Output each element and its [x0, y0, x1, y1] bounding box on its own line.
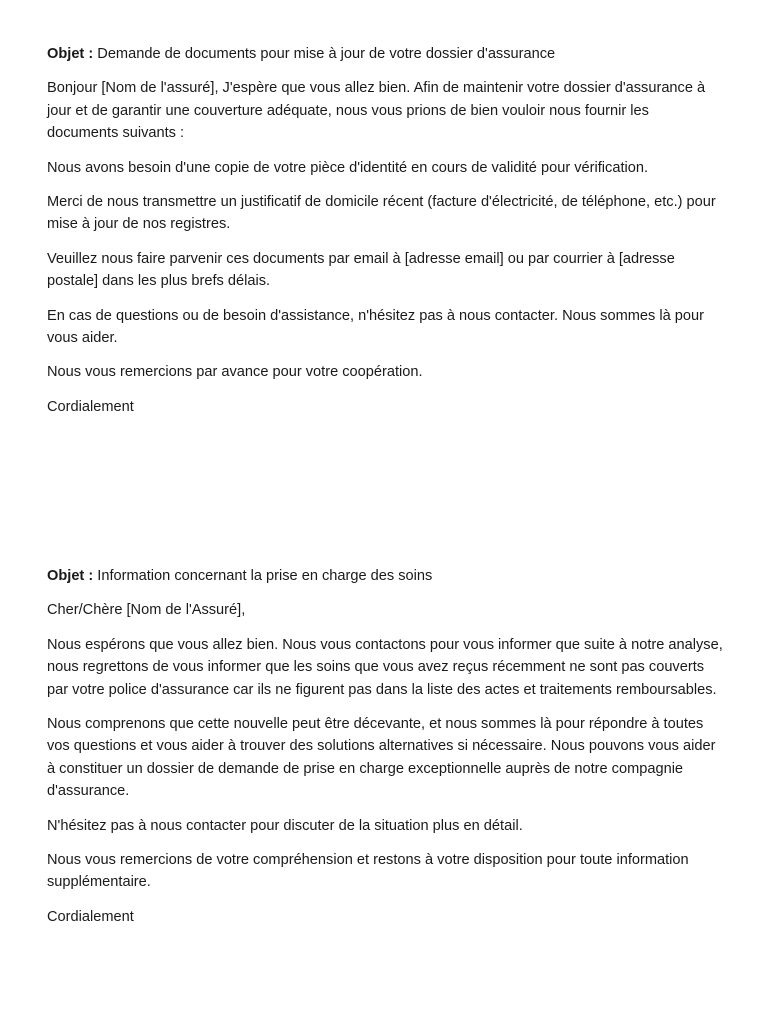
letter-paragraph: Nous espérons que vous allez bien. Nous vous contactons pour vous informer que suite à notre analyse, nous regrettons de vous informer que les soins que vous avez reçus récemment ne sont pas couverts par votre police d'assurance car ils ne figurent pas dans la liste des actes et traitements remboursables.: [47, 636, 723, 698]
letter-coverage-information: [47, 565, 723, 940]
letter-subject: [47, 565, 723, 587]
letter-subject: [47, 43, 723, 65]
letter-paragraph: En cas de questions ou de besoin d'assistance, n'hésitez pas à nous contacter. Nous sommes là pour vous aider.: [47, 307, 705, 347]
subject-text: Demande de documents pour mise à jour de votre dossier d'assurance: [97, 46, 556, 62]
letter-closing: Cordialement: [47, 908, 134, 925]
letter-document-request: [47, 43, 723, 430]
subject-label: Objet :: [47, 46, 94, 62]
letter-paragraph: Veuillez nous faire parvenir ces documents par email à [adresse email] ou par courrier à [adresse postale] dans les plus brefs délais.: [47, 250, 675, 290]
letter-paragraph: Nous vous remercions de votre compréhension et restons à votre disposition pour toute information supplémentaire.: [47, 852, 689, 891]
subject-text: Information concernant la prise en charge des soins: [97, 568, 433, 584]
letter-paragraph: Nous comprenons que cette nouvelle peut être décevante, et nous sommes là pour répondre à toutes vos questions et vous aider à trouver des solutions alternatives si nécessaire. Nous pouvons vous aider à constituer un dossier de demande de prise en charge exceptionnelle auprès de notre compagnie d'assurance.: [47, 716, 716, 800]
letter-closing: Cordialement: [47, 398, 134, 415]
letter-paragraph: Nous avons besoin d'une copie de votre pièce d'identité en cours de validité pour vérification.: [47, 159, 649, 176]
subject-label: Objet :: [47, 568, 94, 584]
letter-salutation: Cher/Chère [Nom de l'Assuré],: [47, 602, 246, 619]
letter-paragraph: Bonjour [Nom de l'assuré], J'espère que vous allez bien. Afin de maintenir votre dossier d'assurance à jour et de garantir une couverture adéquate, nous vous prions de bien vouloir nous fournir les documents suivants :: [47, 80, 706, 142]
letter-paragraph: Nous vous remercions par avance pour votre coopération.: [47, 364, 423, 381]
letter-paragraph: Merci de nous transmettre un justificatif de domicile récent (facture d'électricité, de téléphone, etc.) pour mise à jour de nos registres.: [47, 194, 716, 233]
letter-paragraph: N'hésitez pas à nous contacter pour discuter de la situation plus en détail.: [47, 817, 523, 834]
